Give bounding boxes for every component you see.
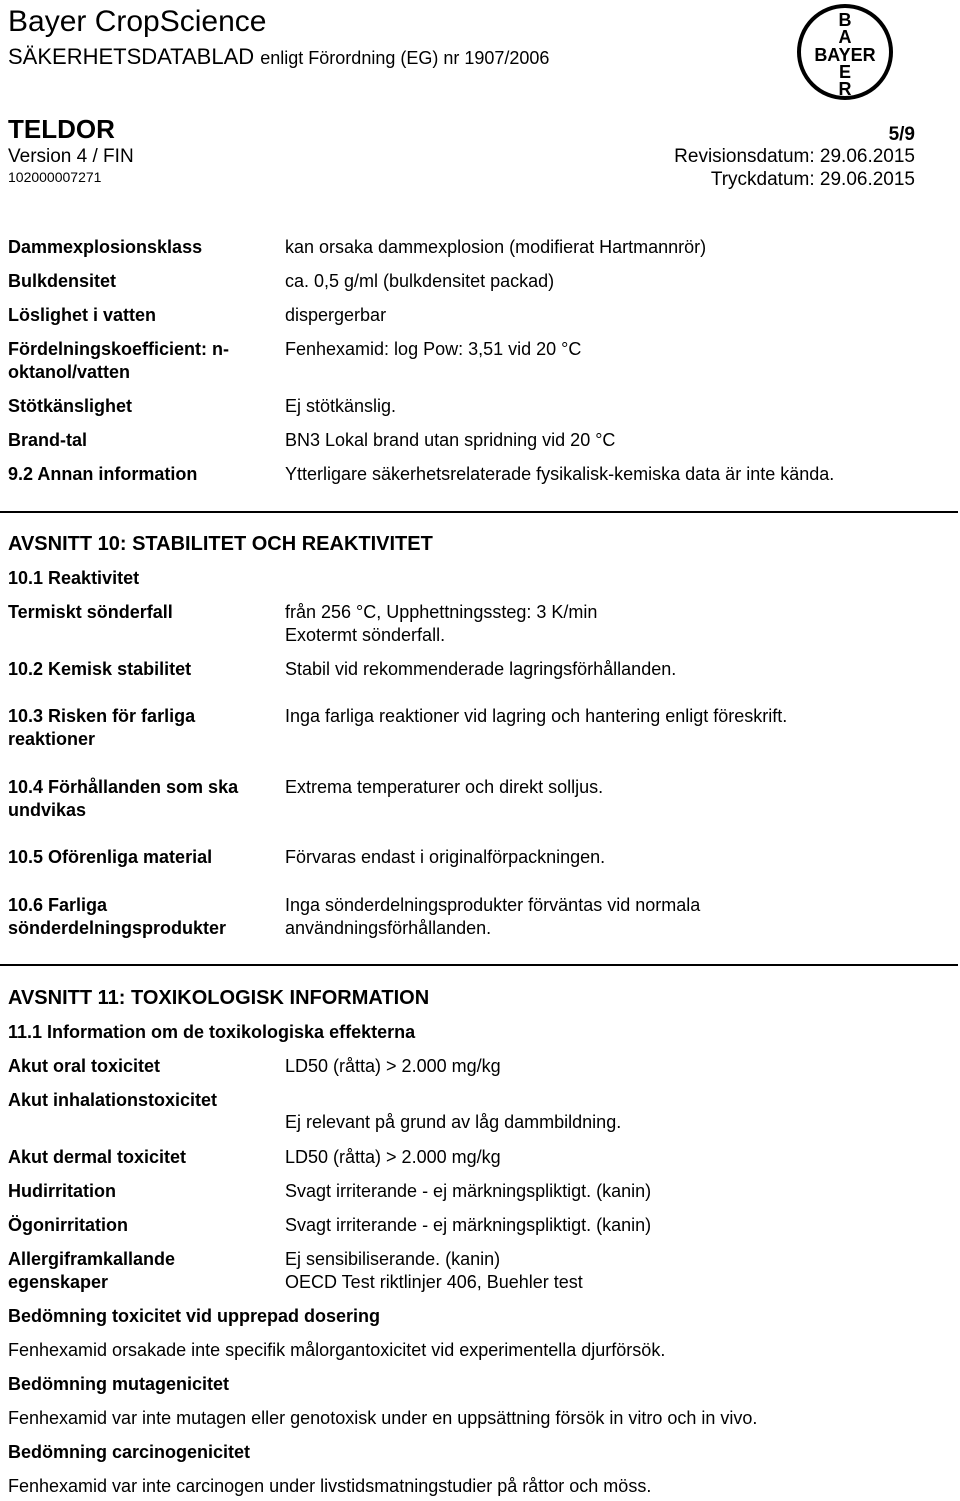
logo-word: BAYER (814, 45, 876, 65)
heading-carcinogenicity: Bedömning carcinogenicitet (8, 1442, 251, 1462)
regulation-text: enligt Förordning (EG) nr 1907/2006 (260, 48, 550, 68)
label-conditions-to-avoid-line2: undvikas (8, 800, 87, 820)
heading-mutagenicity: Bedömning mutagenicitet (8, 1374, 230, 1394)
label-eye-irritation: Ögonirritation (8, 1215, 128, 1235)
value-incompatible-materials: Förvaras endast i originalförpackningen. (285, 847, 606, 867)
label-decomposition-products: 10.6 Farliga (8, 895, 108, 915)
label-dust-explosion-class: Dammexplosionsklass (8, 237, 203, 257)
version-text: Version 4 / FIN (8, 146, 134, 167)
value-dust-explosion-class: kan orsaka dammexplosion (modifierat Hartmannrör) (285, 237, 707, 257)
value-burning-number: BN3 Lokal brand utan spridning vid 20 °C (285, 430, 616, 450)
value-chemical-stability: Stabil vid rekommenderade lagringsförhållanden. (285, 659, 677, 679)
section-11-title: AVSNITT 11: TOXIKOLOGISK INFORMATION (8, 987, 430, 1009)
value-sensitisation-line2: OECD Test riktlinjer 406, Buehler test (285, 1272, 583, 1292)
value-acute-oral-toxicity: LD50 (råtta) > 2.000 mg/kg (285, 1056, 501, 1076)
label-hazardous-reactions: 10.3 Risken för farliga (8, 706, 196, 726)
section-divider (0, 511, 958, 513)
logo-letter-e: E (838, 62, 852, 82)
label-conditions-to-avoid: 10.4 Förhållanden som ska (8, 777, 239, 797)
text-mutagenicity: Fenhexamid var inte mutagen eller genotoxisk under en uppsättning försök in vitro och in vivo. (8, 1408, 758, 1428)
bayer-cross-logo (795, 2, 895, 102)
value-partition-coefficient: Fenhexamid: log Pow: 3,51 vid 20 °C (285, 339, 582, 359)
value-bulk-density: ca. 0,5 g/ml (bulkdensitet packad) (285, 271, 555, 291)
label-other-information: 9.2 Annan information (8, 464, 198, 484)
document-title (8, 43, 549, 72)
value-acute-dermal-toxicity: LD50 (råtta) > 2.000 mg/kg (285, 1147, 501, 1167)
heading-repeated-dose-toxicity: Bedömning toxicitet vid upprepad dosering (8, 1306, 381, 1326)
label-hazardous-reactions-line2: reaktioner (8, 729, 96, 749)
sds-title: SÄKERHETSDATABLAD (8, 44, 255, 69)
label-acute-oral-toxicity: Akut oral toxicitet (8, 1056, 161, 1076)
revision-date: Revisionsdatum: 29.06.2015 (674, 146, 915, 167)
label-partition-coefficient: Fördelningskoefficient: n- (8, 339, 230, 359)
material-number: 102000007271 (8, 169, 102, 185)
label-sensitisation: Allergiframkallande (8, 1249, 176, 1269)
page-number: 5/9 (888, 124, 915, 145)
label-burning-number: Brand-tal (8, 430, 88, 450)
value-conditions-to-avoid: Extrema temperaturer och direkt solljus. (285, 777, 604, 797)
section-divider (0, 964, 958, 966)
company-name: Bayer CropScience (8, 5, 267, 38)
logo-letter-b: B (838, 10, 852, 30)
label-acute-inhalation-toxicity: Akut inhalationstoxicitet (8, 1090, 218, 1110)
value-impact-sensitivity: Ej stötkänslig. (285, 396, 397, 416)
label-acute-dermal-toxicity: Akut dermal toxicitet (8, 1147, 187, 1167)
value-hazardous-reactions: Inga farliga reaktioner vid lagring och hantering enligt föreskrift. (285, 706, 788, 726)
value-thermal-decomposition-line2: Exotermt sönderfall. (285, 625, 446, 645)
text-repeated-dose-toxicity: Fenhexamid orsakade inte specifik målorgantoxicitet vid experimentella djurförsök. (8, 1340, 666, 1360)
label-partition-coefficient-line2: oktanol/vatten (8, 362, 131, 382)
value-other-information: Ytterligare säkerhetsrelaterade fysikalisk-kemiska data är inte kända. (285, 464, 835, 484)
print-date: Tryckdatum: 29.06.2015 (710, 169, 915, 190)
value-eye-irritation: Svagt irriterande - ej märkningspliktigt. (kanin) (285, 1215, 652, 1235)
section-10-title: AVSNITT 10: STABILITET OCH REAKTIVITET (8, 533, 433, 555)
label-decomposition-products-line2: sönderdelningsprodukter (8, 918, 227, 938)
product-name: TELDOR (8, 114, 115, 144)
label-chemical-stability: 10.2 Kemisk stabilitet (8, 659, 192, 679)
value-acute-inhalation-toxicity: Ej relevant på grund av låg dammbildning. (285, 1112, 622, 1132)
value-decomposition-products-line2: användningsförhållanden. (285, 918, 492, 938)
label-skin-irritation: Hudirritation (8, 1181, 116, 1201)
label-incompatible-materials: 10.5 Oförenliga material (8, 847, 213, 867)
value-skin-irritation: Svagt irriterande - ej märkningspliktigt. (kanin) (285, 1181, 652, 1201)
subsection-toxicological-effects: 11.1 Information om de toxikologiska effekterna (8, 1022, 416, 1042)
logo-letter-a: A (838, 27, 852, 47)
label-impact-sensitivity: Stötkänslighet (8, 396, 133, 416)
label-thermal-decomposition: Termiskt sönderfall (8, 602, 173, 622)
label-sensitisation-line2: egenskaper (8, 1272, 109, 1292)
label-water-solubility: Löslighet i vatten (8, 305, 157, 325)
subsection-reactivity: 10.1 Reaktivitet (8, 568, 140, 588)
value-sensitisation: Ej sensibiliserande. (kanin) (285, 1249, 501, 1269)
text-carcinogenicity: Fenhexamid var inte carcinogen under livstidsmatningstudier på råttor och möss. (8, 1476, 652, 1496)
label-bulk-density: Bulkdensitet (8, 271, 117, 291)
value-decomposition-products: Inga sönderdelningsprodukter förväntas vid normala (285, 895, 701, 915)
value-water-solubility: dispergerbar (285, 305, 387, 325)
logo-letter-r: R (838, 79, 852, 99)
value-thermal-decomposition: från 256 °C, Upphettningssteg: 3 K/min (285, 602, 598, 622)
